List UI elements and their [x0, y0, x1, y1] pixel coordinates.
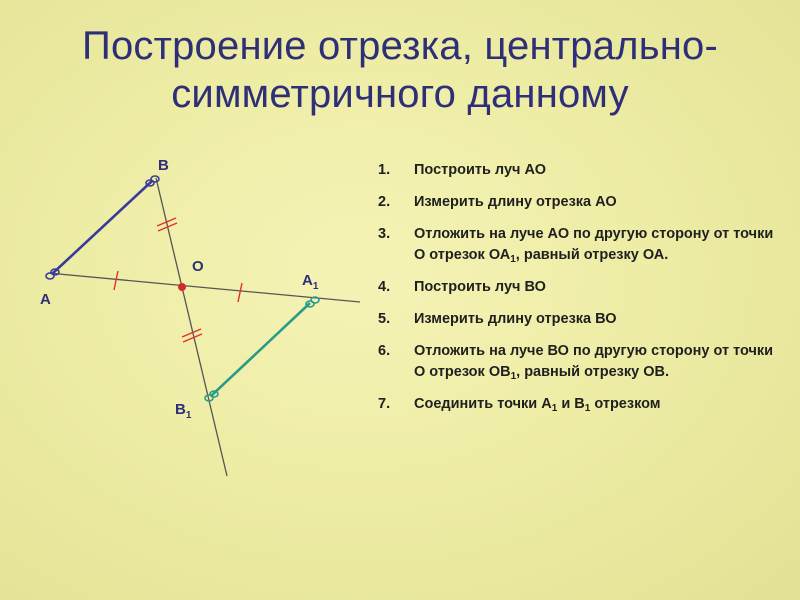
step-text — [414, 160, 788, 181]
step-text-part: , равный отрезку ОА. — [515, 247, 669, 263]
step-text — [414, 394, 788, 415]
label-A1-main: A — [302, 272, 313, 289]
step-text — [414, 192, 788, 213]
tick-AO — [114, 271, 118, 290]
step-text-part: и В — [557, 396, 585, 412]
symmetry-diagram — [0, 0, 370, 600]
step-item — [378, 309, 788, 330]
step-item — [378, 160, 788, 181]
step-text-part: Построить луч АО — [414, 162, 547, 178]
step-text-part: Отложить на луче АО по другую сторону от точки О отрезок ОА — [414, 226, 774, 263]
label-B: B — [158, 157, 169, 174]
step-subscript: 1 — [510, 254, 516, 265]
step-number: 2. — [378, 194, 391, 210]
label-O: O — [192, 258, 204, 275]
step-number: 1. — [378, 162, 391, 178]
label-A1-sub: 1 — [312, 281, 319, 292]
step-item — [378, 394, 788, 415]
label-A: A — [40, 291, 51, 308]
label-A1 — [302, 272, 319, 292]
step-text — [414, 277, 788, 298]
step-subscript: 1 — [584, 403, 591, 414]
step-text — [414, 341, 788, 383]
step-text-part: Измерить длину отрезка ВО — [414, 311, 617, 327]
construction-steps — [378, 160, 788, 426]
label-B1-main: B — [175, 401, 186, 418]
step-text-part: Отложить на луче ВО по другую сторону от точки О отрезок ОВ — [414, 343, 774, 380]
step-subscript: 1 — [510, 371, 517, 382]
step-text-part: , равный отрезку ОВ. — [516, 364, 669, 380]
ray-BO — [156, 178, 227, 476]
step-number: 5. — [378, 311, 391, 327]
step-number: 4. — [378, 279, 391, 295]
step-item — [378, 192, 788, 213]
step-item — [378, 277, 788, 298]
segment-AB — [52, 181, 152, 274]
step-text-part: Построить луч ВО — [414, 279, 546, 295]
step-number: 3. — [378, 226, 391, 242]
step-item — [378, 224, 788, 266]
segment-A1B1 — [211, 303, 310, 396]
step-subscript: 1 — [551, 403, 558, 414]
title-line-2: симметричного данному — [171, 72, 629, 116]
label-B1-sub: 1 — [185, 410, 192, 421]
step-text — [414, 309, 788, 330]
step-text — [414, 224, 788, 266]
step-item — [378, 341, 788, 383]
tick-OA1 — [238, 283, 242, 302]
step-text-part: отрезком — [590, 396, 661, 412]
step-text-part: Соединить точки А — [414, 396, 552, 412]
step-text-part: Измерить длину отрезка АО — [414, 194, 617, 210]
point-O — [178, 283, 186, 291]
step-number: 6. — [378, 343, 391, 359]
label-B1 — [175, 401, 192, 421]
title-line-1: Построение отрезка, центрально- — [82, 24, 718, 68]
step-number: 7. — [378, 396, 391, 412]
